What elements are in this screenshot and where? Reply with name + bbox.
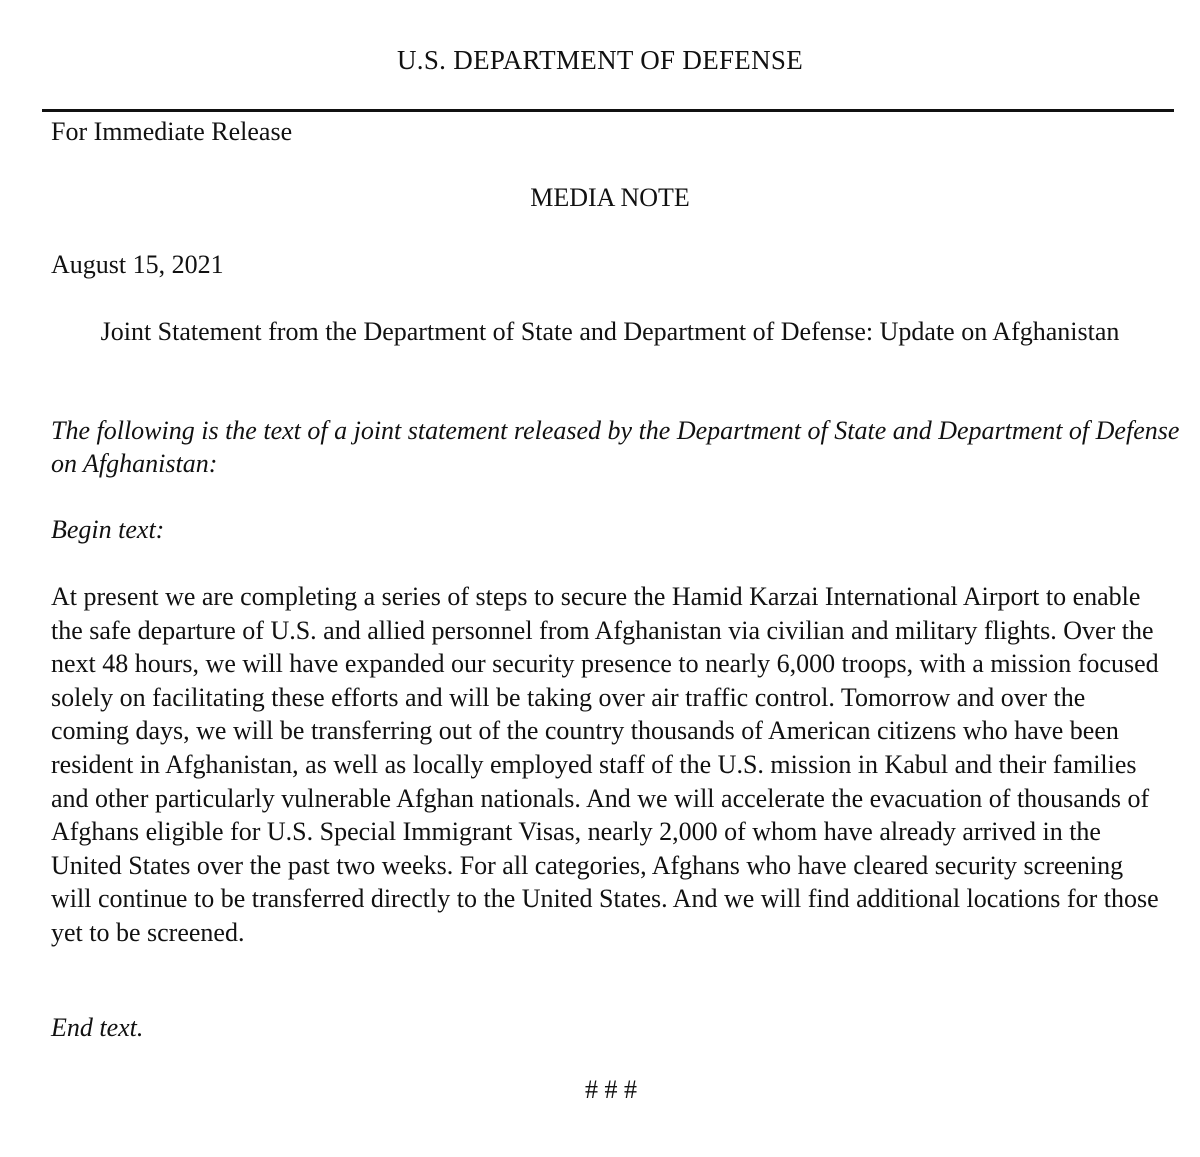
statement-headline: Joint Statement from the Department of State and Department of Defense: Update on Afghanistan — [100, 317, 1120, 346]
note-type-heading: MEDIA NOTE — [530, 183, 690, 212]
begin-text-marker: Begin text: — [51, 515, 165, 544]
end-text-marker: End text. — [51, 1013, 144, 1042]
release-note: For Immediate Release — [51, 117, 293, 146]
department-heading: U.S. DEPARTMENT OF DEFENSE — [397, 45, 803, 75]
release-date: August 15, 2021 — [51, 250, 224, 279]
intro-paragraph: The following is the text of a joint statement released by the Department of State and Department of Defense on Afghanistan: — [51, 416, 1180, 478]
closing-marks: # # # — [585, 1075, 637, 1104]
header-divider — [42, 109, 1174, 112]
statement-body: At present we are completing a series of steps to secure the Hamid Karzai International Airport to enable the safe departure of U.S. and allied personnel from Afghanistan via civilian and military flights. Over the next 48 hours, we will have expanded our security presence to nearly 6,000 troops, with a mission focused solely on facilitating these efforts and will be taking over air traffic control. Tomorrow and over the coming days, we will be transferring out of the country thousands of American citizens who have been resident in Afghanistan, as well as locally employed staff of the U.S. mission in Kabul and their families and other particularly vulnerable Afghan nationals. And we will accelerate the evacuation of thousands of Afghans eligible for U.S. Special Immigrant Visas, nearly 2,000 of whom have already arrived in the United States over the past two weeks. For all categories, Afghans who have cleared security screening will continue to be transferred directly to the United States. And we will find additional locations for those yet to be screened. — [51, 582, 1159, 947]
